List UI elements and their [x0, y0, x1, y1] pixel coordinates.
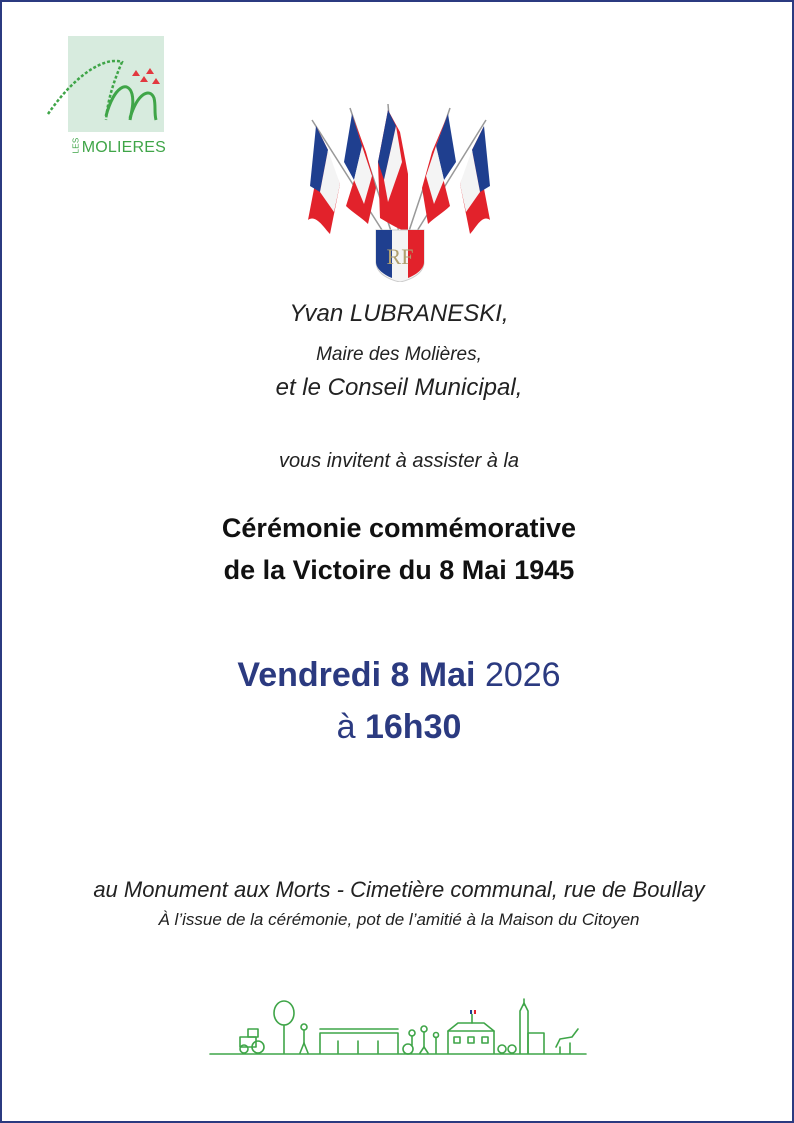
- event-year: 2026: [484, 656, 561, 694]
- logo-m-icon: [44, 36, 168, 136]
- event-after: À l’issue de la cérémonie, pot de l’amitié à la Maison du Citoyen: [158, 910, 640, 929]
- emblem-monogram: RF: [386, 244, 414, 269]
- event-time: [2, 708, 794, 747]
- logo-wordmark: [68, 139, 168, 157]
- event-location: au Monument aux Morts - Cimetière communal, rue de Boullay: [93, 877, 705, 902]
- logo-wordmark-small: LES: [71, 137, 81, 154]
- ceremony-title-line2: de la Victoire du 8 Mai 1945: [223, 555, 575, 585]
- event-weekday-day-month: Vendredi 8 Mai: [237, 656, 476, 694]
- invite-line: vous invitent à assister à la: [278, 450, 520, 472]
- flags-emblem-icon: [300, 102, 500, 282]
- event-date: [2, 656, 794, 695]
- host-role: Maire des Molières,: [316, 344, 482, 365]
- logo-wordmark-large: MOLIERES: [81, 139, 167, 156]
- host-name: Yvan LUBRANESKI,: [289, 300, 509, 327]
- host-council: et le Conseil Municipal,: [275, 374, 523, 401]
- event-time-prefix: à: [336, 708, 356, 746]
- event-time-value: 16h30: [364, 708, 462, 746]
- molieres-logo: [44, 36, 168, 160]
- ceremony-title-line1: Cérémonie commémorative: [221, 513, 577, 543]
- village-illustration-icon: [208, 997, 588, 1059]
